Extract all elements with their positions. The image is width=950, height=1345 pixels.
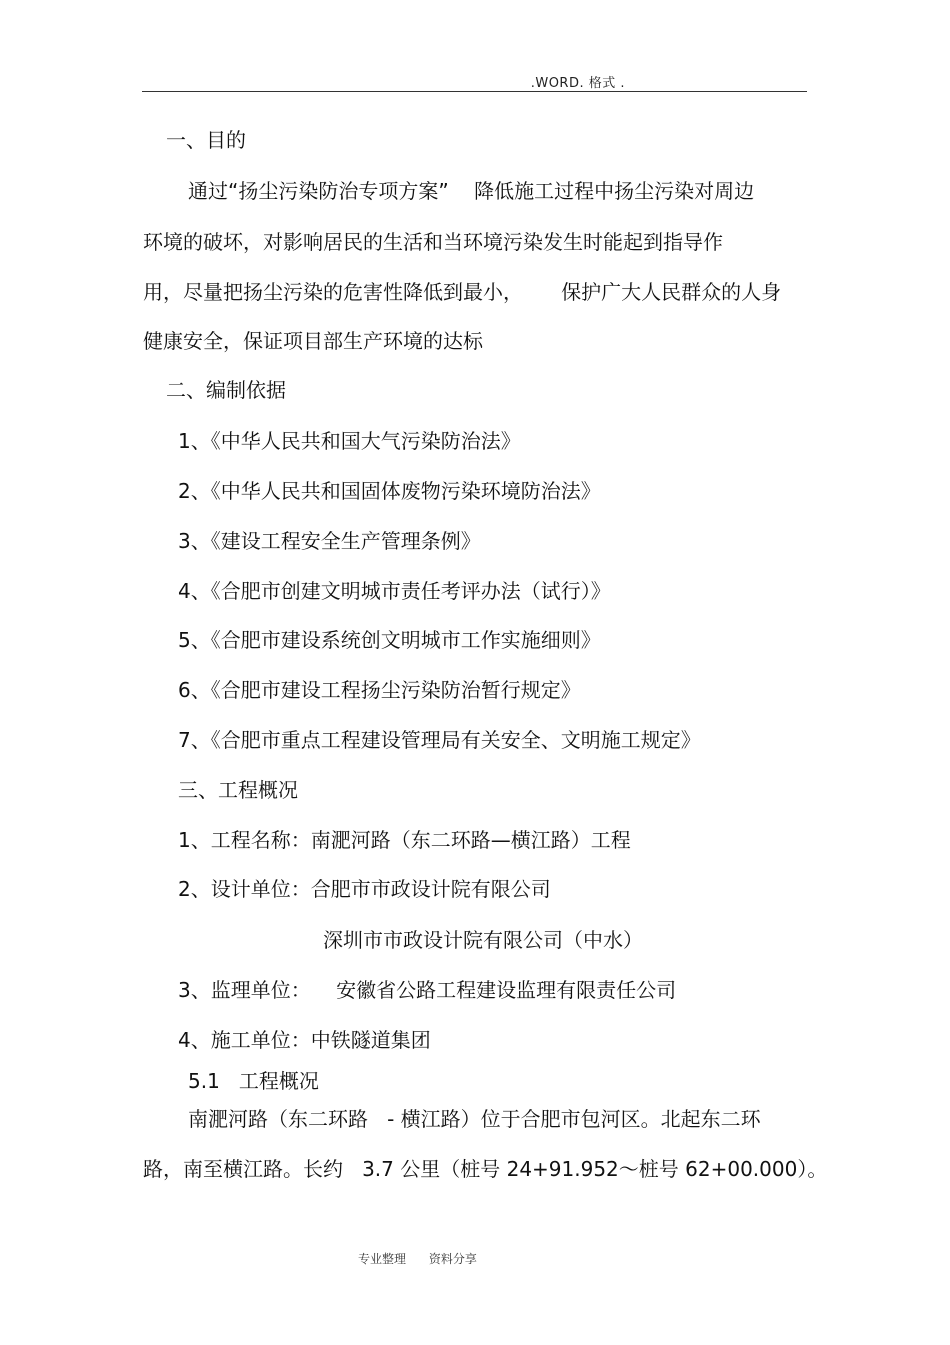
paragraph-line: 用，尽量把扬尘污染的危害性降低到最小， 保护广大人民群众的人身 xyxy=(143,280,782,304)
footer-left: 专业整理 xyxy=(358,1252,407,1266)
paragraph-line: 环境的破坏，对影响居民的生活和当环境污染发生时能起到指导作 xyxy=(143,230,723,254)
basis-item: 5、《合肥市建设系统创文明城市工作实施细则》 xyxy=(178,628,601,652)
basis-item: 1、《中华人民共和国大气污染防治法》 xyxy=(178,429,521,453)
paragraph-line: 通过“扬尘污染防治专项方案” 降低施工过程中扬尘污染对周边 xyxy=(188,179,755,203)
overview-item: 2、设计单位：合肥市市政设计院有限公司 xyxy=(178,877,551,901)
basis-item: 6、《合肥市建设工程扬尘污染防治暂行规定》 xyxy=(178,678,581,702)
basis-item: 7、《合肥市重点工程建设管理局有关安全、文明施工规定》 xyxy=(178,728,701,752)
basis-item: 4、《合肥市创建文明城市责任考评办法（试行）》 xyxy=(178,579,611,603)
overview-item-continuation: 深圳市市政设计院有限公司（中水） xyxy=(323,928,643,952)
section-title-purpose: 一、目的 xyxy=(166,128,246,152)
basis-item: 3、《建设工程安全生产管理条例》 xyxy=(178,529,481,553)
page-footer xyxy=(358,1250,477,1267)
paragraph-line: 路，南至横江路。长约 3.7 公里（桩号 24+91.952～桩号 62+00.000）。 xyxy=(143,1157,828,1181)
footer-right: 资料分享 xyxy=(428,1252,477,1266)
overview-item: 1、工程名称：南淝河路（东二环路—横江路）工程 xyxy=(178,828,631,852)
page-header: .WORD. 格式 . xyxy=(530,76,625,91)
subsection-title: 5.1 工程概况 xyxy=(188,1069,319,1093)
section-title-overview: 三、工程概况 xyxy=(178,778,298,802)
header-rule xyxy=(142,91,807,92)
overview-item: 3、监理单位： 安徽省公路工程建设监理有限责任公司 xyxy=(178,978,677,1002)
overview-item: 4、施工单位：中铁隧道集团 xyxy=(178,1028,431,1052)
basis-item: 2、《中华人民共和国固体废物污染环境防治法》 xyxy=(178,479,601,503)
section-title-basis: 二、编制依据 xyxy=(166,378,286,402)
paragraph-line: 健康安全，保证项目部生产环境的达标 xyxy=(143,329,483,353)
paragraph-line: 南淝河路（东二环路 - 横江路）位于合肥市包河区。北起东二环 xyxy=(188,1107,761,1131)
